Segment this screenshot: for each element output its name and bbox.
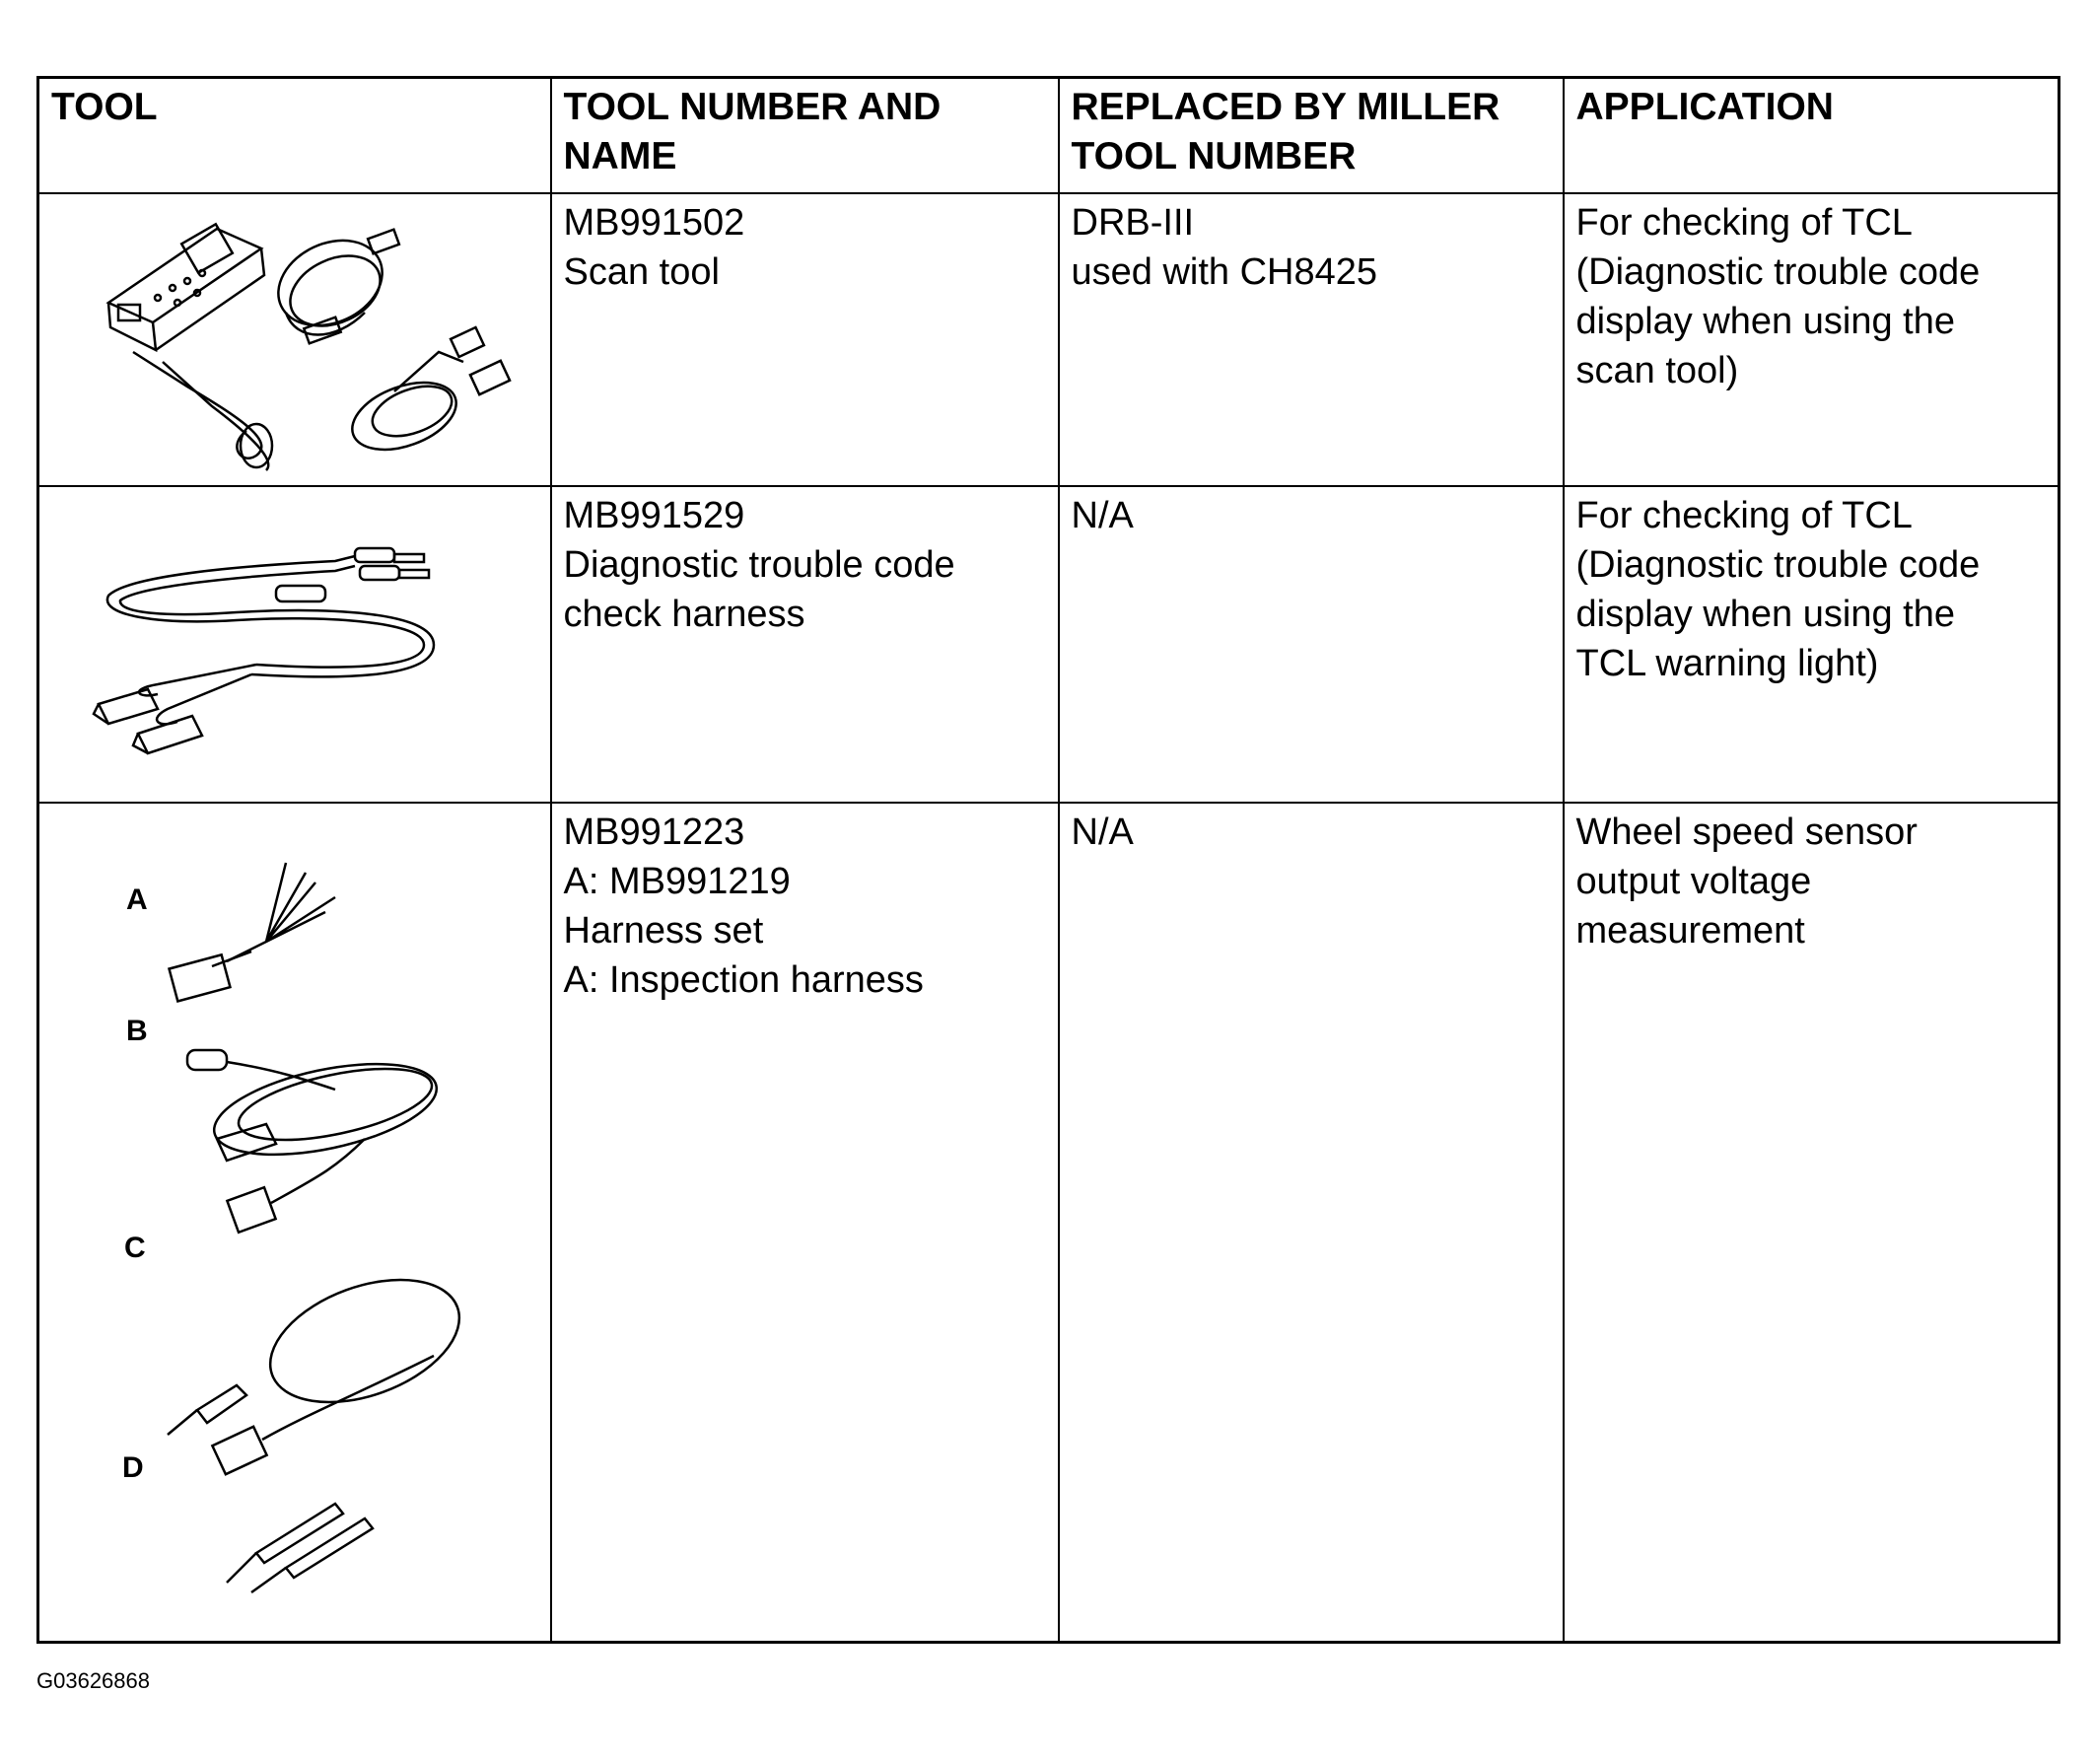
application-cell: For checking of TCL (Diagnostic trouble code display when using the scan tool)	[1564, 193, 2059, 486]
tool-number-name-cell	[551, 803, 1059, 1643]
table-row	[38, 193, 2059, 486]
part-label-c: C	[124, 1232, 146, 1264]
harness-set-illustration	[38, 803, 551, 1643]
part-label-a: A	[126, 883, 148, 916]
tool-name: Diagnostic trouble code	[563, 544, 955, 586]
check-harness-drawing	[39, 487, 552, 798]
tool-number: MB991529	[563, 495, 745, 536]
harness-set-drawing	[39, 804, 552, 1637]
scan-tool-drawing	[39, 194, 552, 481]
tool-name: Harness set	[563, 910, 764, 952]
table-row	[38, 803, 2059, 1643]
part-label-b: B	[126, 1015, 148, 1047]
table-row	[38, 486, 2059, 803]
table-header-row	[38, 78, 2059, 194]
tool-sub-number: A: MB991219	[563, 861, 791, 902]
part-label-d: D	[122, 1451, 144, 1484]
application-cell: For checking of TCL (Diagnostic trouble code display when using the TCL warning light)	[1564, 486, 2059, 803]
tool-number: MB991502	[563, 202, 745, 244]
header-miller-number: REPLACED BY MILLER TOOL NUMBER	[1059, 78, 1564, 194]
scan-tool-illustration	[38, 193, 551, 486]
miller-number-cell: N/A	[1059, 803, 1564, 1643]
tool-sub-name: A: Inspection harness	[563, 959, 924, 1001]
figure-id: G03626868	[36, 1668, 150, 1693]
header-tool-number-name: TOOL NUMBER AND NAME	[551, 78, 1059, 194]
miller-number-cell: DRB-III used with CH8425	[1059, 193, 1564, 486]
tool-number-name-cell	[551, 193, 1059, 486]
check-harness-illustration	[38, 486, 551, 803]
header-application: APPLICATION	[1564, 78, 2059, 194]
tool-number: MB991223	[563, 811, 745, 853]
miller-number-cell: N/A	[1059, 486, 1564, 803]
tool-name: Scan tool	[563, 251, 720, 293]
application-cell: Wheel speed sensor output voltage measurement	[1564, 803, 2059, 1643]
header-tool: TOOL	[38, 78, 551, 194]
special-tools-table	[36, 76, 2060, 1644]
tool-number-name-cell	[551, 486, 1059, 803]
tool-name: check harness	[563, 594, 805, 635]
